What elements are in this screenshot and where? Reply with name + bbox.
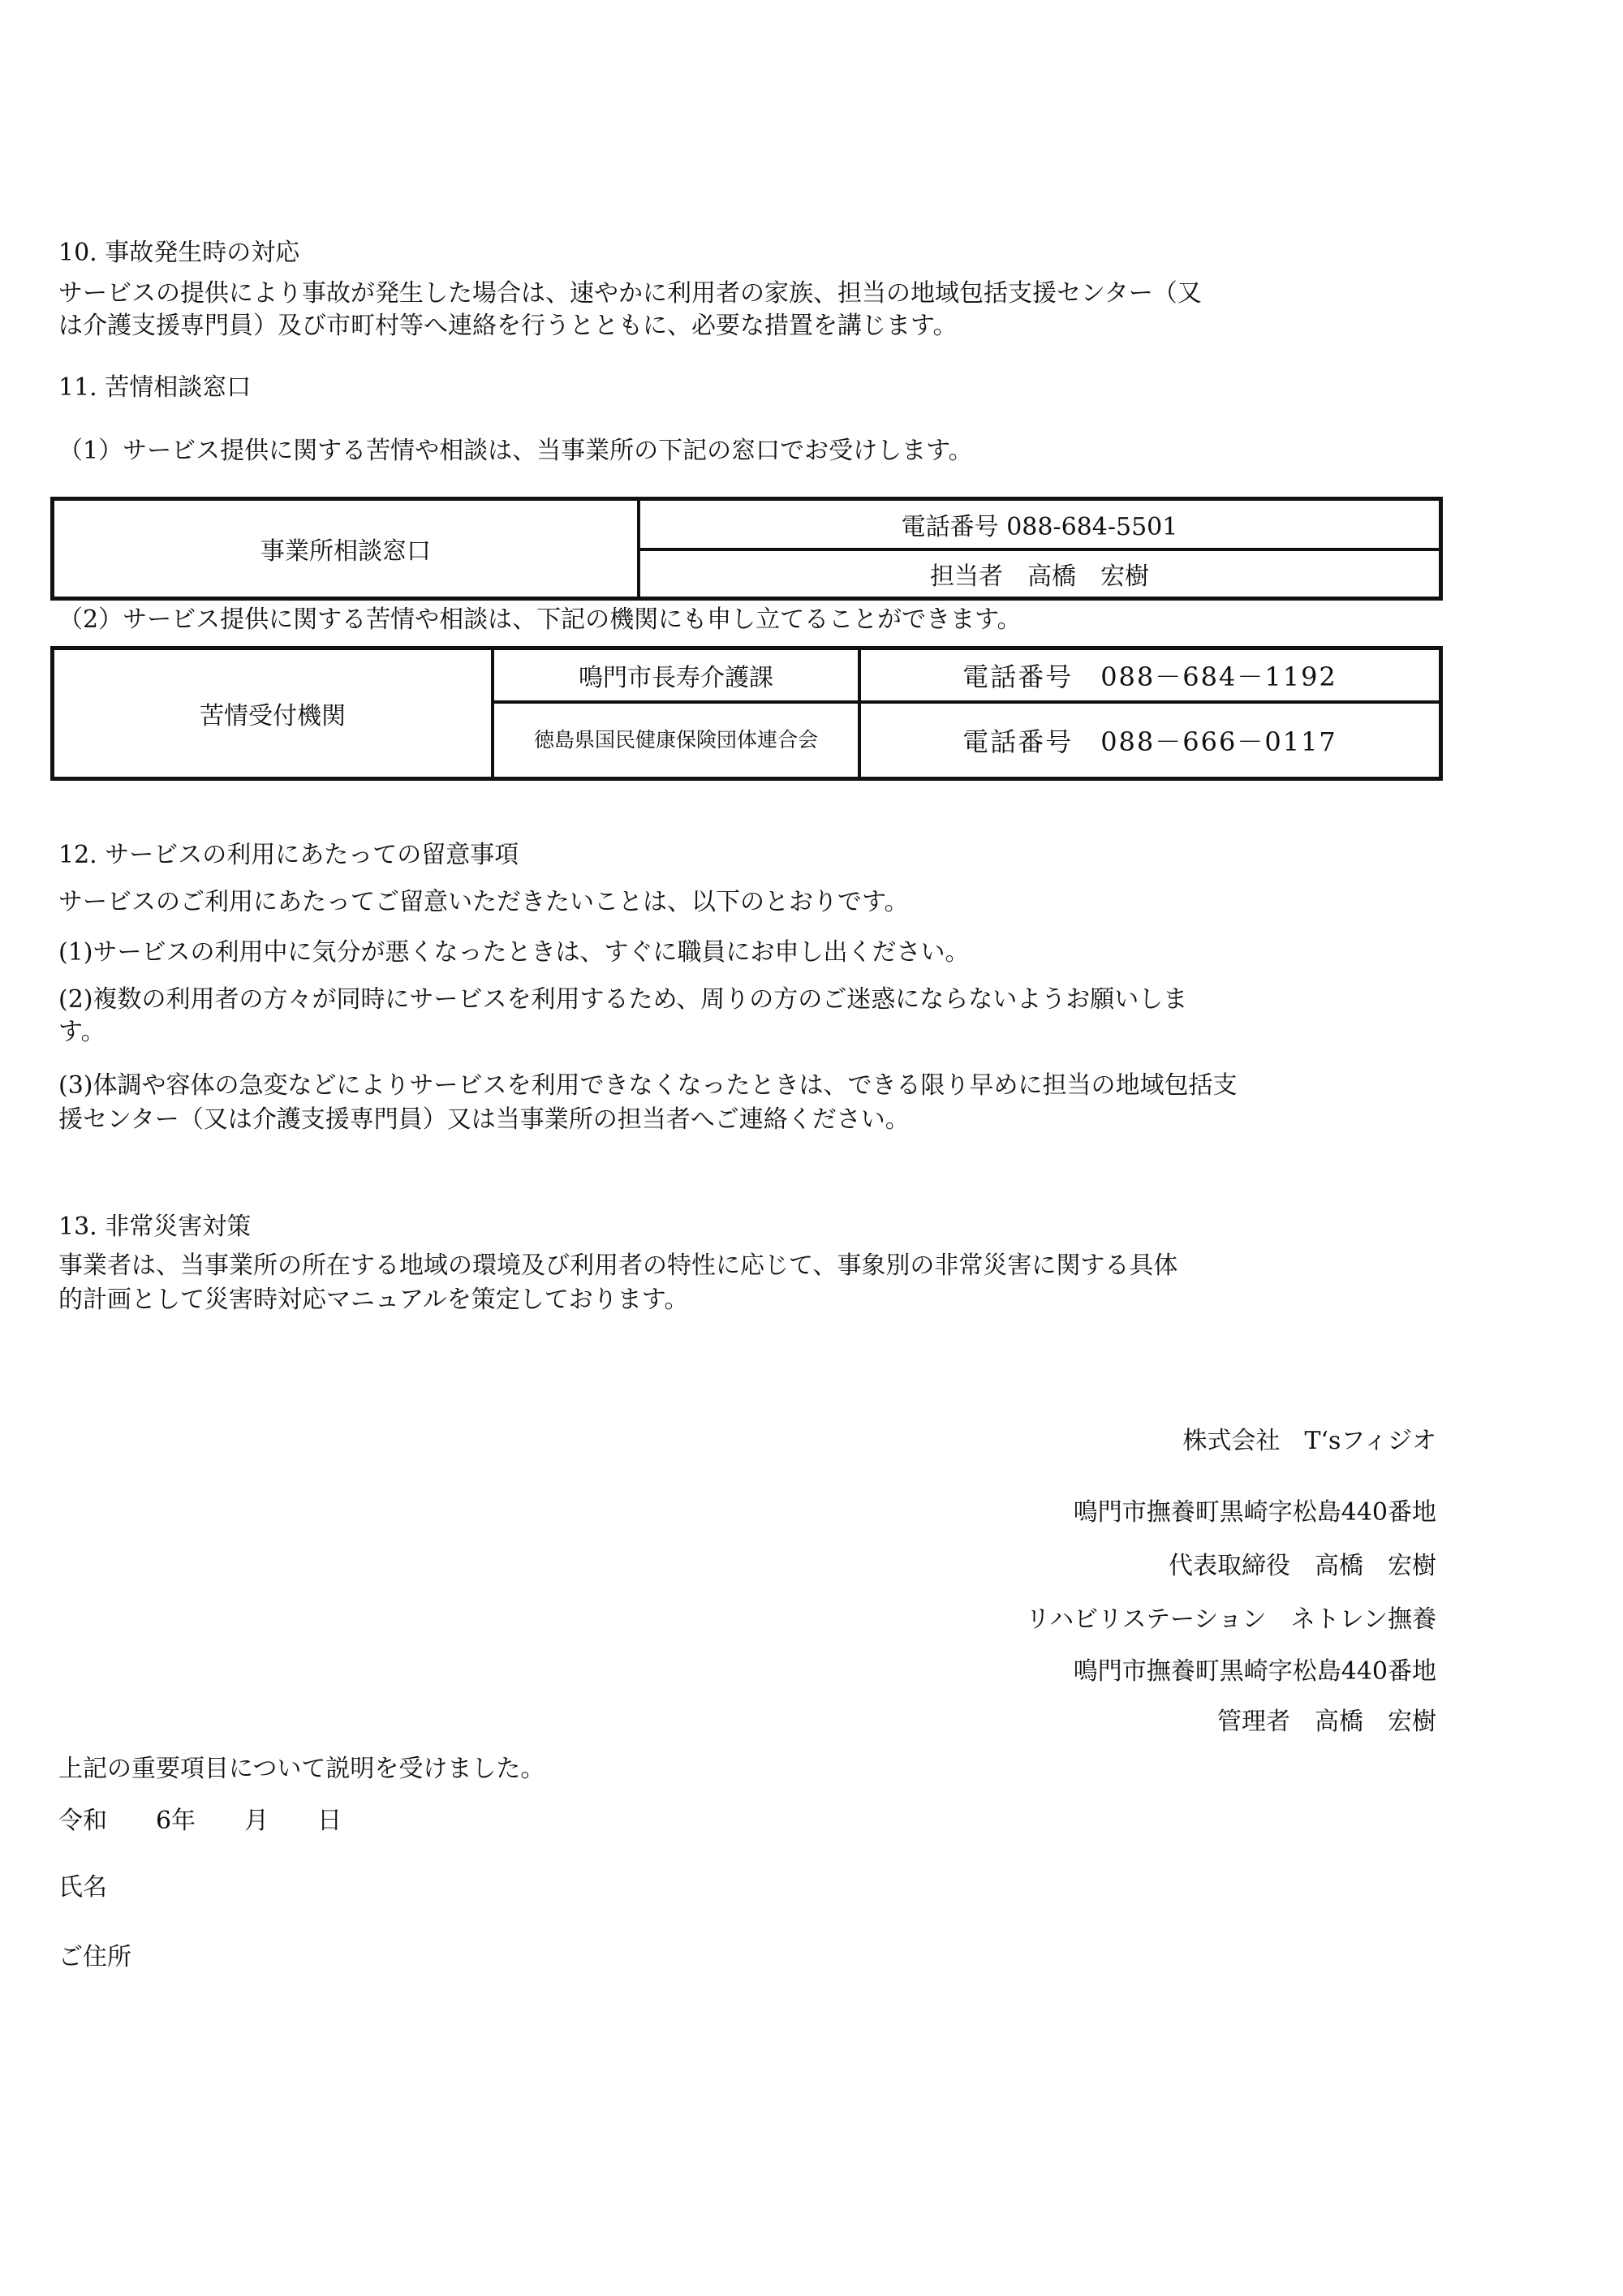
complaint-table bbox=[50, 646, 1443, 781]
complaint-org-1: 鳴門市長寿介護課 bbox=[579, 664, 773, 692]
section-12-item-3-line1: (3)体調や容体の急変などによりサービスを利用できなくなったときは、できる限り早めに担当の地域包括支 bbox=[58, 1071, 1238, 1100]
section-13-heading: 13. 非常災害対策 bbox=[58, 1213, 252, 1241]
section-11-paragraph-1: （1）サービス提供に関する苦情や相談は、当事業所の下記の窓口でお受けします。 bbox=[58, 437, 973, 465]
section-10-text-line1: サービスの提供により事故が発生した場合は、速やかに利用者の家族、担当の地域包括支援センター（又 bbox=[58, 279, 1202, 308]
facility-address: 鳴門市撫養町黒崎字松島440番地 bbox=[1073, 1657, 1436, 1686]
section-12-item-2-line2: す。 bbox=[58, 1018, 105, 1046]
section-13-text-line2: 的計画として災害時対応マニュアルを策定しております。 bbox=[58, 1286, 689, 1314]
acknowledgement-statement: 上記の重要項目について説明を受けました。 bbox=[58, 1755, 545, 1783]
consultation-person: 担当者 高橋 宏樹 bbox=[930, 562, 1149, 591]
section-12-item-2-line1: (2)複数の利用者の方々が同時にサービスを利用するため、周りの方のご迷惑にならないようお願いしま bbox=[58, 985, 1188, 1014]
complaint-phone-1: 電話番号 088－684－1192 bbox=[962, 661, 1337, 692]
company-name: 株式会社 T‘sフィジオ bbox=[1182, 1427, 1436, 1455]
facility-name: リハビリステーション ネトレン撫養 bbox=[1026, 1605, 1436, 1634]
section-12-item-1: (1)サービスの利用中に気分が悪くなったときは、すぐに職員にお申し出ください。 bbox=[58, 938, 970, 967]
consultation-table bbox=[50, 497, 1443, 601]
section-12-intro: サービスのご利用にあたってご留意いただきたいことは、以下のとおりです。 bbox=[58, 888, 909, 916]
complaint-phone-2: 電話番号 088－666－0117 bbox=[962, 726, 1337, 757]
complaint-agency-label: 苦情受付機関 bbox=[200, 702, 346, 730]
section-13-text-line1: 事業者は、当事業所の所在する地域の環境及び利用者の特性に応じて、事象別の非常災害に関する具体 bbox=[58, 1251, 1178, 1280]
complaint-org-2: 徳島県国民健康保険団体連合会 bbox=[533, 728, 818, 752]
facility-manager: 管理者 高橋 宏樹 bbox=[1217, 1708, 1436, 1736]
consultation-phone: 電話番号 088-684-5501 bbox=[901, 513, 1178, 541]
section-11-heading: 11. 苦情相談窓口 bbox=[58, 373, 252, 402]
signature-name-label: 氏名 bbox=[58, 1873, 107, 1902]
signature-date: 令和 6年 月 日 bbox=[58, 1807, 342, 1835]
section-12-item-3-line2: 援センター（又は介護支援専門員）又は当事業所の担当者へご連絡ください。 bbox=[58, 1105, 910, 1134]
section-10-heading: 10. 事故発生時の対応 bbox=[58, 239, 300, 267]
section-12-heading: 12. サービスの利用にあたっての留意事項 bbox=[58, 841, 519, 869]
section-10-text-line2: は介護支援専門員）及び市町村等へ連絡を行うとともに、必要な措置を講じます。 bbox=[58, 312, 958, 340]
company-address: 鳴門市撫養町黒崎字松島440番地 bbox=[1073, 1498, 1436, 1527]
consultation-window-label: 事業所相談窓口 bbox=[260, 537, 431, 566]
signature-address-label: ご住所 bbox=[58, 1943, 131, 1971]
company-representative: 代表取締役 高橋 宏樹 bbox=[1169, 1552, 1436, 1580]
section-11-paragraph-2: （2）サービス提供に関する苦情や相談は、下記の機関にも申し立てることができます。 bbox=[58, 605, 1022, 634]
